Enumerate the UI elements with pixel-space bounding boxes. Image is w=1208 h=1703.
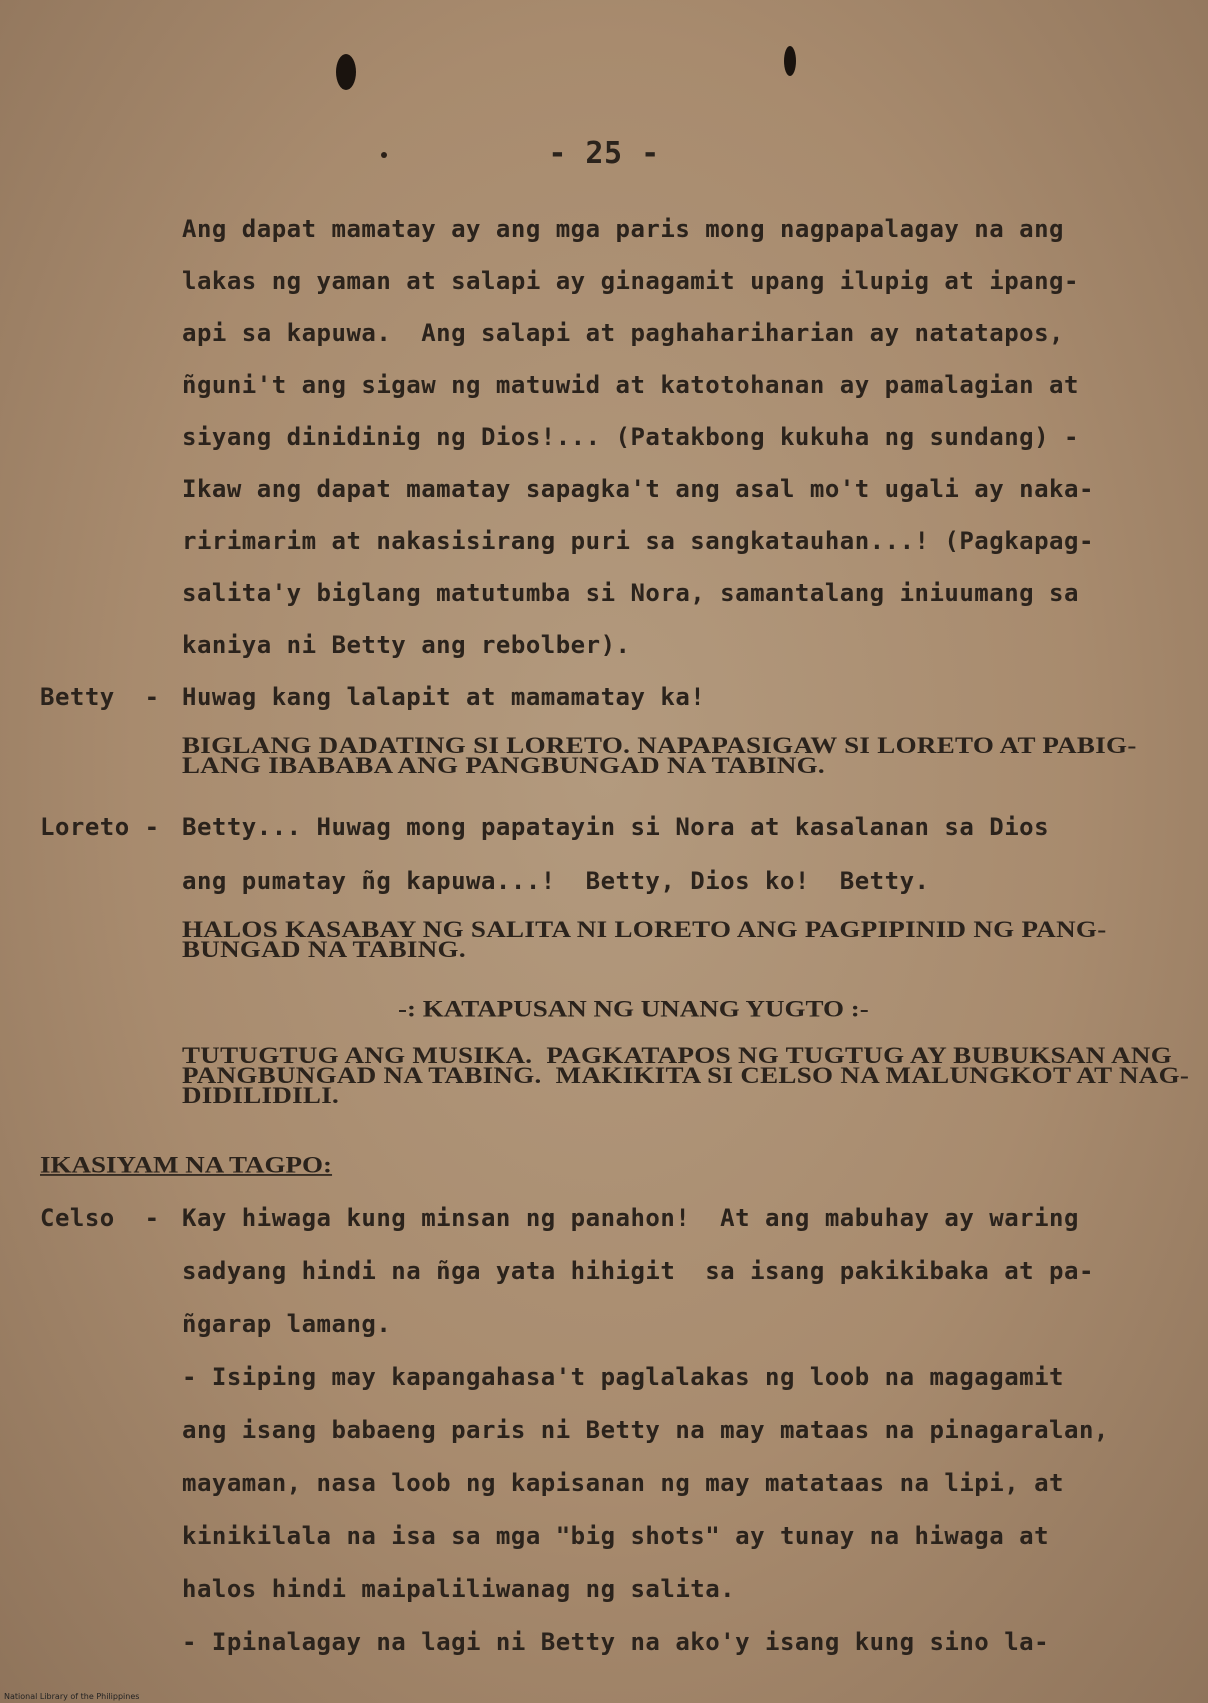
dialogue-line: ñgarap lamang.	[182, 1310, 392, 1338]
punch-hole-right	[784, 46, 796, 76]
scene-heading: IKASIYAM NA TAGPO:	[40, 1152, 333, 1178]
text-line: api sa kapuwa. Ang salapi at paghahariharian ay natatapos,	[182, 319, 1065, 347]
stage-line: DIDILIDILI.	[182, 1082, 340, 1109]
stage-line: BIGLANG DADATING SI LORETO. NAPAPASIGAW SI LORETO AT PABIG-	[182, 732, 1137, 759]
text-line: kaniya ni Betty ang rebolber).	[182, 631, 631, 659]
page-number: - 25 -	[548, 136, 660, 171]
text-line: ririmarim at nakasisirang puri sa sangkatauhan...! (Pagkapag-	[182, 527, 1094, 555]
dialogue-line: Huwag kang lalapit at mamamatay ka!	[182, 683, 706, 711]
speaker-celso: Celso -	[40, 1204, 160, 1232]
stage-line: TUTUGTUG ANG MUSIKA. PAGKATAPOS NG TUGTUG AY BUBUKSAN ANG	[182, 1042, 1173, 1069]
dialogue-line: - Ipinalagay na lagi ni Betty na ako'y isang kung sino la-	[182, 1628, 1050, 1656]
text-line: salita'y biglang matutumba si Nora, samantalang iniuumang sa	[182, 579, 1079, 607]
dialogue-line: ang isang babaeng paris ni Betty na may mataas na pinagaralan,	[182, 1416, 1109, 1444]
dialogue-line: sadyang hindi na ñga yata hihigit sa isang pakikibaka at pa-	[182, 1257, 1094, 1285]
act-end-marker: -: KATAPUSAN NG UNANG YUGTO :-	[398, 996, 869, 1022]
text-line: Ikaw ang dapat mamatay sapagka't ang asal mo't ugali ay naka-	[182, 475, 1094, 503]
dialogue-line: kinikilala na isa sa mga "big shots" ay tunay na hiwaga at	[182, 1522, 1050, 1550]
speaker-betty: Betty -	[40, 683, 160, 711]
dialogue-line: Betty... Huwag mong papatayin si Nora at kasalanan sa Dios	[182, 813, 1050, 841]
text-line: ñguni't ang sigaw ng matuwid at katotohanan ay pamalagian at	[182, 371, 1079, 399]
text-line: Ang dapat mamatay ay ang mga paris mong nagpapalagay na ang	[182, 215, 1065, 243]
stage-line: HALOS KASABAY NG SALITA NI LORETO ANG PAGPIPINID NG PANG-	[182, 916, 1107, 943]
text-line: lakas ng yaman at salapi ay ginagamit upang ilupig at ipang-	[182, 267, 1079, 295]
stage-line: PANGBUNGAD NA TABING. MAKIKITA SI CELSO NA MALUNGKOT AT NAG-	[182, 1062, 1190, 1089]
dialogue-line: ang pumatay ñg kapuwa...! Betty, Dios ko! Betty.	[182, 867, 930, 895]
speaker-loreto: Loreto -	[40, 813, 160, 841]
dialogue-line: Kay hiwaga kung minsan ng panahon! At ang mabuhay ay waring	[182, 1204, 1079, 1232]
stage-line: LANG IBABABA ANG PANGBUNGAD NA TABING.	[182, 752, 825, 779]
archive-footer: National Library of the Philippines	[4, 1692, 140, 1701]
dialogue-line: mayaman, nasa loob ng kapisanan ng may matataas na lipi, at	[182, 1469, 1065, 1497]
dialogue-line: - Isiping may kapangahasa't paglalakas ng loob na magagamit	[182, 1363, 1065, 1391]
dialogue-line: halos hindi maipaliliwanag ng salita.	[182, 1575, 736, 1603]
stage-line: BUNGAD NA TABING.	[182, 936, 466, 963]
punch-hole-left	[336, 54, 356, 90]
text-line: siyang dinidinig ng Dios!... (Patakbong kukuha ng sundang) -	[182, 423, 1079, 451]
